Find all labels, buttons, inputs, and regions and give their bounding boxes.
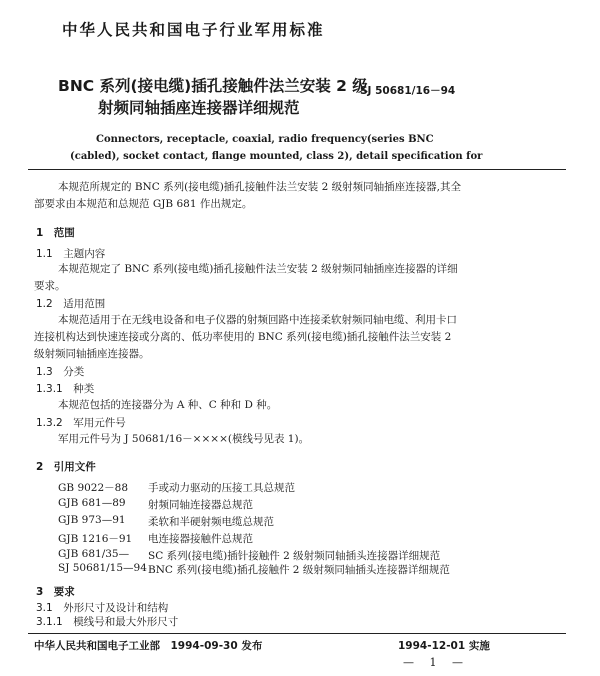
section-heading-types: 1.3.1 种类 (36, 383, 95, 395)
document-title-line1: BNC 系列(接电缆)插孔接触件法兰安装 2 级 (58, 77, 368, 95)
section-heading-subject: 1.1 主题内容 (36, 248, 106, 260)
section-heading-applicability: 1.2 适用范围 (36, 298, 106, 310)
reference-code: GJB 681/35— (58, 548, 130, 560)
document-header: 中华人民共和国电子行业军用标准 (62, 21, 325, 39)
part-number-paragraph: 军用元件号为 J 50681/16－××××(模线号见表 1)。 (58, 433, 310, 445)
section-heading-scope: 1 范围 (36, 227, 75, 239)
reference-title: BNC 系列(接电缆)插孔接触件 2 级射频同轴插头连接器详细规范 (148, 564, 450, 576)
reference-title: 电连接器接触件总规范 (148, 533, 253, 545)
reference-title: SC 系列(接电缆)插针接触件 2 级射频同轴插头连接器详细规范 (148, 550, 441, 562)
effective-date: 1994-12-01 实施 (398, 640, 490, 652)
applicability-paragraph-line3: 级射频同轴插座连接器。 (34, 348, 150, 360)
standard-number: SJ 50681/16－94 (360, 85, 456, 97)
reference-title: 射频同轴连接器总规范 (148, 499, 253, 511)
section-heading-classification: 1.3 分类 (36, 366, 85, 378)
bottom-rule (28, 633, 566, 634)
reference-code: GJB 1216－91 (58, 533, 133, 545)
intro-paragraph-line1: 本规范所规定的 BNC 系列(接电缆)插孔接触件法兰安装 2 级射频同轴插座连接器,其全 (58, 181, 461, 193)
types-paragraph: 本规范包括的连接器分为 A 种、C 种和 D 种。 (58, 399, 278, 411)
intro-paragraph-line2: 部要求由本规范和总规范 GJB 681 作出规定。 (34, 198, 253, 210)
reference-code: GB 9022－88 (58, 482, 129, 494)
applicability-paragraph-line2: 连接机构达到快速连接或分离的、低功率使用的 BNC 系列(接电缆)插孔接触件法兰安装 2 (34, 331, 452, 343)
reference-code: SJ 50681/15—94 (58, 562, 147, 574)
english-title-line1: Connectors, receptacle, coaxial, radio frequency(series BNC (96, 134, 434, 145)
reference-code: GJB 681—89 (58, 497, 126, 509)
applicability-paragraph-line1: 本规范适用于在无线电设备和电子仪器的射频回路中连接柔软射频同轴电缆、利用卡口 (58, 314, 457, 326)
issuer-and-release-date: 中华人民共和国电子工业部 1994-09-30 发布 (34, 640, 263, 652)
subject-paragraph-line2: 要求。 (34, 280, 66, 292)
section-heading-references: 2 引用文件 (36, 461, 96, 473)
reference-title: 手或动力驱动的压接工具总规范 (148, 482, 295, 494)
section-heading-part-number: 1.3.2 军用元件号 (36, 417, 126, 429)
page-number: — 1 — (403, 656, 469, 669)
section-heading-outline: 3.1.1 模线号和最大外形尺寸 (36, 616, 179, 628)
document-title-line2: 射频同轴插座连接器详细规范 (98, 99, 300, 117)
top-rule (28, 169, 566, 170)
reference-code: GJB 973—91 (58, 514, 126, 526)
subject-paragraph-line1: 本规范规定了 BNC 系列(接电缆)插孔接触件法兰安装 2 级射频同轴插座连接器的详细 (58, 263, 458, 275)
section-heading-requirements: 3 要求 (36, 586, 75, 598)
section-heading-dimensions: 3.1 外形尺寸及设计和结构 (36, 602, 169, 614)
reference-title: 柔软和半硬射频电缆总规范 (148, 516, 274, 528)
english-title-line2: (cabled), socket contact, flange mounted, class 2), detail specification for (70, 151, 483, 162)
